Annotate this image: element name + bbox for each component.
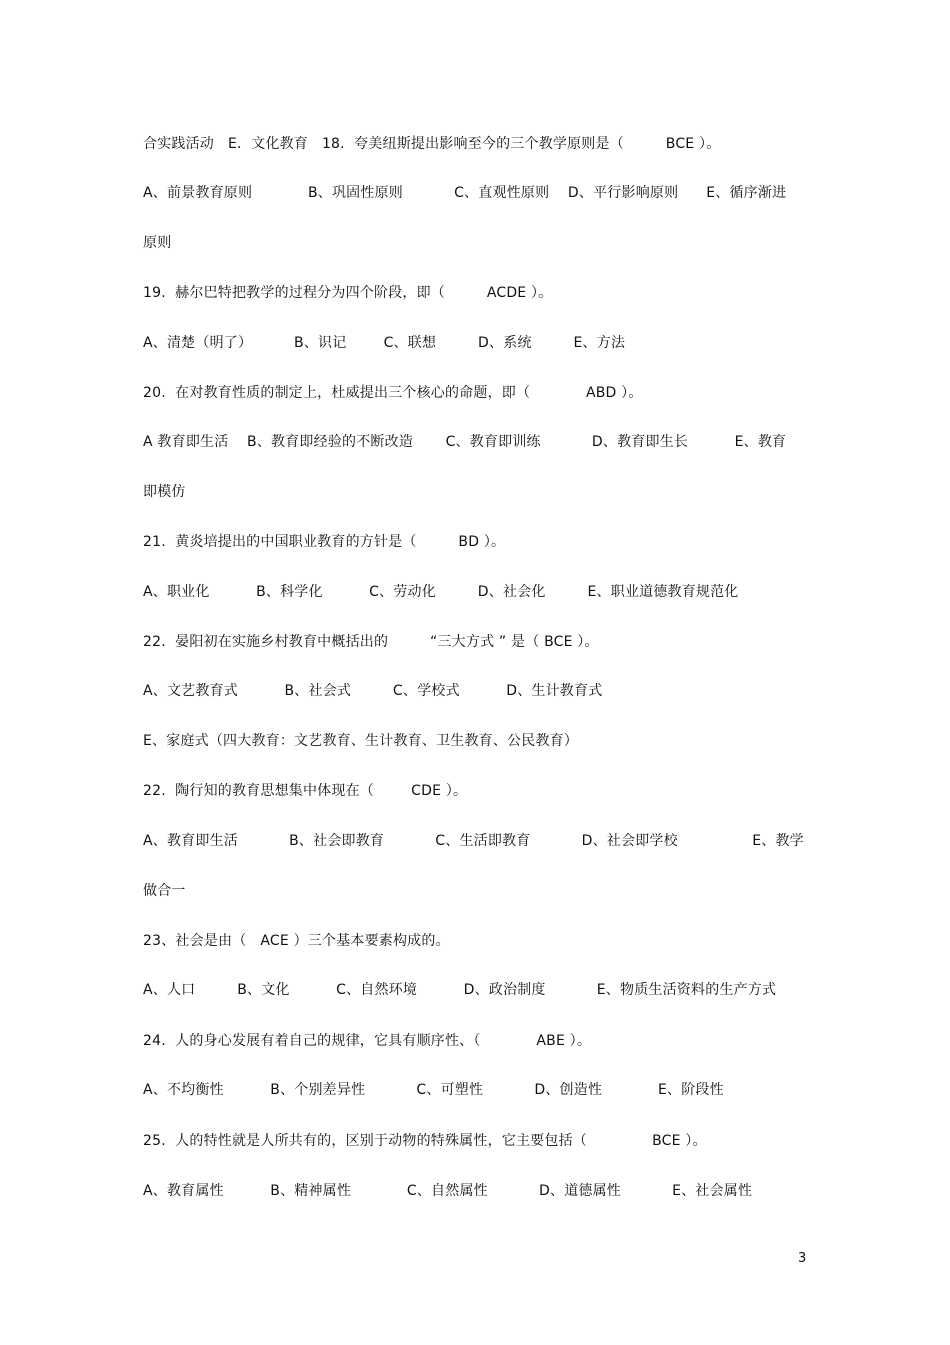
page-number: 3 (798, 1251, 807, 1266)
text-line: 即模仿 (143, 484, 186, 500)
text-line: 原则 (143, 235, 172, 251)
text-line: A、人口 B、文化 C、自然环境 D、政治制度 E、物质生活资料的生产方式 (143, 982, 777, 998)
text-line: 21. 黄炎培提出的中国职业教育的方针是（ BD ）。 (143, 534, 506, 550)
text-line: A、清楚（明了） B、识记 C、联想 D、系统 E、方法 (143, 335, 626, 351)
text-line: 19. 赫尔巴特把教学的过程分为四个阶段，即（ ACDE ）。 (143, 285, 553, 301)
text-line: 20. 在对教育性质的制定上，杜威提出三个核心的命题，即（ ABD ）。 (143, 385, 643, 401)
text-line: 24. 人的身心发展有着自己的规律，它具有顺序性、（ ABE ）。 (143, 1033, 592, 1049)
text-line: A、不均衡性 B、个别差异性 C、可塑性 D、创造性 E、阶段性 (143, 1082, 724, 1098)
text-line: A、教育即生活 B、社会即教育 C、生活即教育 D、社会即学校 E、教学 (143, 833, 804, 849)
text-line: A、文艺教育式 B、社会式 C、学校式 D、生计教育式 (143, 683, 603, 699)
text-line: 22. 陶行知的教育思想集中体现在（ CDE ）。 (143, 783, 468, 799)
text-line: 22. 晏阳初在实施乡村教育中概括出的 “三大方式 ” 是（ BCE ）。 (143, 634, 599, 650)
text-line: 25. 人的特性就是人所共有的，区别于动物的特殊属性，它主要包括（ BCE ）。 (143, 1133, 707, 1149)
text-line: 做合一 (143, 883, 186, 899)
text-line: A、职业化 B、科学化 C、劳动化 D、社会化 E、职业道德教育规范化 (143, 584, 739, 600)
text-line: 合实践活动 E．文化教育 18. 夸美纽斯提出影响至今的三个教学原则是（ BCE ）。 (143, 136, 721, 152)
text-line: E、家庭式（四大教育：文艺教育、生计教育、卫生教育、公民教育） (143, 733, 579, 749)
text-line: A、教育属性 B、精神属性 C、自然属性 D、道德属性 E、社会属性 (143, 1183, 753, 1199)
text-line: A、前景教育原则 B、巩固性原则 C、直观性原则 D、平行影响原则 E、循序渐进 (143, 185, 787, 201)
text-line: 23、社会是由（ ACE ）三个基本要素构成的。 (143, 933, 450, 949)
text-line: A 教育即生活 B、教育即经验的不断改造 C、教育即训练 D、教育即生长 E、教育 (143, 434, 787, 450)
